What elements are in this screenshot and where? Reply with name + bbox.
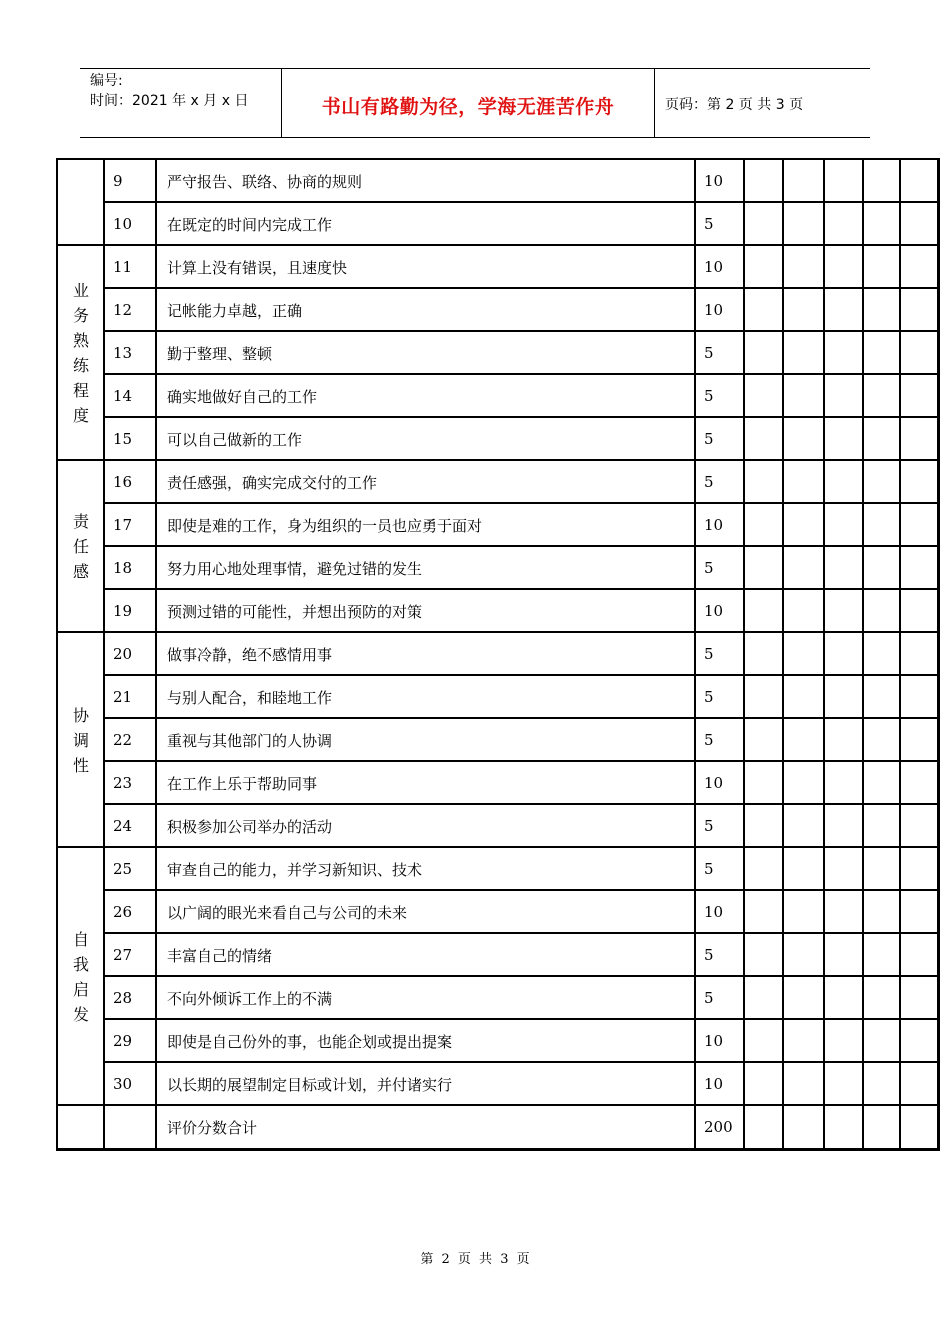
category-cell — [58, 633, 105, 848]
category-label: 责任感 — [73, 512, 90, 581]
item-max-score: 5 — [696, 977, 745, 1020]
rating-cell — [864, 676, 901, 719]
rating-cell — [745, 160, 784, 203]
item-number: 11 — [105, 246, 157, 289]
item-description: 勤于整理、整顿 — [157, 332, 696, 375]
rating-cell — [825, 805, 864, 848]
rating-cell — [901, 504, 937, 547]
rating-cell — [745, 203, 784, 246]
table-row — [58, 504, 937, 547]
rating-cell — [864, 719, 901, 762]
total-label: 评价分数合计 — [157, 1106, 696, 1148]
rating-cell — [864, 1020, 901, 1063]
rating-cell — [784, 418, 825, 461]
rating-cell — [901, 633, 937, 676]
rating-cell — [864, 504, 901, 547]
table-row — [58, 848, 937, 891]
item-number: 16 — [105, 461, 157, 504]
item-number: 13 — [105, 332, 157, 375]
item-max-score: 10 — [696, 1020, 745, 1063]
item-description: 重视与其他部门的人协调 — [157, 719, 696, 762]
item-number: 25 — [105, 848, 157, 891]
rating-cell — [901, 160, 937, 203]
rating-cell — [901, 1063, 937, 1106]
category-cell — [58, 160, 105, 246]
table-row — [58, 375, 937, 418]
table-row — [58, 160, 937, 203]
item-number: 17 — [105, 504, 157, 547]
rating-cell — [825, 719, 864, 762]
rating-cell — [864, 1063, 901, 1106]
rating-cell — [825, 547, 864, 590]
rating-cell — [825, 848, 864, 891]
rating-cell — [745, 246, 784, 289]
item-max-score: 10 — [696, 504, 745, 547]
rating-cell — [825, 418, 864, 461]
rating-cell — [825, 160, 864, 203]
item-max-score: 5 — [696, 805, 745, 848]
rating-cell — [825, 289, 864, 332]
item-number: 18 — [105, 547, 157, 590]
item-max-score: 5 — [696, 848, 745, 891]
rating-cell — [745, 719, 784, 762]
rating-cell — [901, 461, 937, 504]
item-description: 积极参加公司举办的活动 — [157, 805, 696, 848]
item-number: 29 — [105, 1020, 157, 1063]
item-max-score: 10 — [696, 762, 745, 805]
category-label: 协调性 — [73, 705, 90, 775]
rating-cell — [864, 805, 901, 848]
page-header — [80, 68, 870, 138]
rating-cell — [864, 633, 901, 676]
item-description: 计算上没有错误，且速度快 — [157, 246, 696, 289]
rating-cell — [784, 1020, 825, 1063]
rating-cell — [901, 891, 937, 934]
rating-cell — [784, 977, 825, 1020]
total-score: 200 — [696, 1106, 745, 1148]
rating-cell — [784, 332, 825, 375]
rating-cell — [901, 246, 937, 289]
rating-cell — [901, 1106, 937, 1148]
rating-cell — [825, 934, 864, 977]
table-row — [58, 590, 937, 633]
rating-cell — [784, 934, 825, 977]
rating-cell — [901, 848, 937, 891]
item-max-score: 5 — [696, 332, 745, 375]
item-description: 以长期的展望制定目标或计划，并付诸实行 — [157, 1063, 696, 1106]
item-description: 在既定的时间内完成工作 — [157, 203, 696, 246]
item-number: 26 — [105, 891, 157, 934]
header-left-block — [90, 71, 248, 111]
rating-cell — [825, 461, 864, 504]
rating-cell — [745, 1020, 784, 1063]
rating-cell — [784, 547, 825, 590]
rating-cell — [901, 418, 937, 461]
item-max-score: 10 — [696, 1063, 745, 1106]
item-description: 即使是自己份外的事，也能企划或提出提案 — [157, 1020, 696, 1063]
rating-cell — [784, 891, 825, 934]
item-number: 28 — [105, 977, 157, 1020]
rating-cell — [745, 547, 784, 590]
item-description: 丰富自己的情绪 — [157, 934, 696, 977]
item-max-score: 10 — [696, 590, 745, 633]
item-description: 预测过错的可能性，并想出预防的对策 — [157, 590, 696, 633]
rating-cell — [901, 676, 937, 719]
item-max-score: 5 — [696, 934, 745, 977]
table-row — [58, 203, 937, 246]
item-number: 9 — [105, 160, 157, 203]
item-description: 以广阔的眼光来看自己与公司的未来 — [157, 891, 696, 934]
rating-cell — [901, 332, 937, 375]
rating-cell — [784, 461, 825, 504]
item-max-score: 10 — [696, 891, 745, 934]
table-row — [58, 332, 937, 375]
rating-cell — [825, 891, 864, 934]
item-max-score: 5 — [696, 633, 745, 676]
rating-cell — [825, 762, 864, 805]
item-number: 21 — [105, 676, 157, 719]
rating-cell — [864, 891, 901, 934]
table-row — [58, 934, 937, 977]
table-row — [58, 805, 937, 848]
table-row — [58, 246, 937, 289]
rating-cell — [825, 1020, 864, 1063]
item-number: 12 — [105, 289, 157, 332]
item-number: 15 — [105, 418, 157, 461]
item-description: 在工作上乐于帮助同事 — [157, 762, 696, 805]
rating-cell — [901, 203, 937, 246]
rating-cell — [864, 289, 901, 332]
rating-cell — [784, 633, 825, 676]
rating-cell — [745, 805, 784, 848]
table-row — [58, 289, 937, 332]
item-number: 14 — [105, 375, 157, 418]
rating-cell — [784, 160, 825, 203]
rating-cell — [864, 934, 901, 977]
rating-cell — [745, 375, 784, 418]
rating-cell — [745, 418, 784, 461]
rating-cell — [745, 848, 784, 891]
rating-cell — [745, 504, 784, 547]
item-number: 30 — [105, 1063, 157, 1106]
item-max-score: 5 — [696, 676, 745, 719]
item-max-score: 10 — [696, 160, 745, 203]
total-row — [58, 1106, 937, 1148]
rating-cell — [745, 461, 784, 504]
rating-cell — [825, 1106, 864, 1148]
item-description: 责任感强，确实完成交付的工作 — [157, 461, 696, 504]
rating-cell — [825, 203, 864, 246]
item-max-score: 10 — [696, 246, 745, 289]
rating-cell — [825, 676, 864, 719]
item-max-score: 5 — [696, 461, 745, 504]
rating-cell — [784, 504, 825, 547]
item-description: 即使是难的工作，身为组织的一员也应勇于面对 — [157, 504, 696, 547]
empty-cell — [105, 1106, 157, 1148]
table-row — [58, 762, 937, 805]
header-divider — [654, 69, 655, 137]
rating-cell — [745, 891, 784, 934]
rating-cell — [864, 418, 901, 461]
table-row — [58, 633, 937, 676]
rating-cell — [901, 934, 937, 977]
rating-cell — [864, 848, 901, 891]
item-number: 23 — [105, 762, 157, 805]
item-max-score: 5 — [696, 547, 745, 590]
table-row — [58, 719, 937, 762]
rating-cell — [784, 762, 825, 805]
rating-cell — [825, 590, 864, 633]
rating-cell — [864, 332, 901, 375]
item-description: 确实地做好自己的工作 — [157, 375, 696, 418]
rating-cell — [745, 633, 784, 676]
rating-cell — [784, 1106, 825, 1148]
rating-cell — [901, 1020, 937, 1063]
category-label: 自我启发 — [73, 929, 90, 1024]
table-row — [58, 1063, 937, 1106]
item-number: 22 — [105, 719, 157, 762]
rating-cell — [745, 1063, 784, 1106]
item-number: 24 — [105, 805, 157, 848]
rating-cell — [901, 805, 937, 848]
rating-cell — [745, 590, 784, 633]
rating-cell — [784, 805, 825, 848]
rating-cell — [864, 590, 901, 633]
table-row — [58, 977, 937, 1020]
item-max-score: 5 — [696, 719, 745, 762]
item-description: 不向外倾诉工作上的不满 — [157, 977, 696, 1020]
rating-cell — [825, 246, 864, 289]
empty-cell — [58, 1106, 105, 1148]
rating-cell — [825, 504, 864, 547]
rating-cell — [784, 375, 825, 418]
rating-cell — [864, 375, 901, 418]
rating-cell — [745, 332, 784, 375]
category-label: 业务熟练程度 — [73, 281, 90, 425]
rating-cell — [864, 246, 901, 289]
header-page-info: 页码：第 2 页 共 3 页 — [665, 97, 804, 113]
rating-cell — [745, 1106, 784, 1148]
category-cell — [58, 848, 105, 1106]
rating-cell — [784, 848, 825, 891]
page-footer: 第 2 页 共 3 页 — [420, 1252, 530, 1267]
rating-cell — [784, 1063, 825, 1106]
rating-cell — [901, 719, 937, 762]
rating-cell — [745, 762, 784, 805]
item-description: 审查自己的能力，并学习新知识、技术 — [157, 848, 696, 891]
rating-cell — [901, 762, 937, 805]
item-description: 严守报告、联络、协商的规则 — [157, 160, 696, 203]
table-row — [58, 891, 937, 934]
item-max-score: 5 — [696, 418, 745, 461]
item-max-score: 5 — [696, 203, 745, 246]
rating-cell — [864, 977, 901, 1020]
rating-cell — [784, 676, 825, 719]
rating-cell — [784, 719, 825, 762]
item-number: 20 — [105, 633, 157, 676]
rating-cell — [864, 160, 901, 203]
category-cell — [58, 461, 105, 633]
evaluation-table — [56, 158, 940, 1151]
table-row — [58, 547, 937, 590]
rating-cell — [784, 289, 825, 332]
rating-cell — [825, 375, 864, 418]
rating-cell — [901, 590, 937, 633]
rating-cell — [825, 1063, 864, 1106]
rating-cell — [825, 633, 864, 676]
item-number: 10 — [105, 203, 157, 246]
rating-cell — [745, 289, 784, 332]
rating-cell — [745, 977, 784, 1020]
table-row — [58, 1020, 937, 1063]
rating-cell — [864, 762, 901, 805]
time-label: 时间：2021 年 x 月 x 日 — [90, 93, 249, 109]
header-motto: 书山有路勤为径，学海无涯苦作舟 — [321, 96, 615, 118]
rating-cell — [864, 461, 901, 504]
rating-cell — [901, 547, 937, 590]
rating-cell — [864, 547, 901, 590]
rating-cell — [784, 203, 825, 246]
rating-cell — [784, 590, 825, 633]
item-description: 做事冷静，绝不感情用事 — [157, 633, 696, 676]
table-row — [58, 676, 937, 719]
rating-cell — [784, 246, 825, 289]
rating-cell — [745, 934, 784, 977]
item-number: 27 — [105, 934, 157, 977]
code-label: 编号: — [90, 73, 123, 89]
rating-cell — [864, 1106, 901, 1148]
rating-cell — [901, 977, 937, 1020]
table-row — [58, 461, 937, 504]
rating-cell — [825, 977, 864, 1020]
item-number: 19 — [105, 590, 157, 633]
table-row — [58, 418, 937, 461]
item-description: 与别人配合，和睦地工作 — [157, 676, 696, 719]
item-description: 努力用心地处理事情，避免过错的发生 — [157, 547, 696, 590]
item-max-score: 5 — [696, 375, 745, 418]
item-description: 可以自己做新的工作 — [157, 418, 696, 461]
rating-cell — [745, 676, 784, 719]
item-max-score: 10 — [696, 289, 745, 332]
rating-cell — [901, 289, 937, 332]
rating-cell — [864, 203, 901, 246]
item-description: 记帐能力卓越，正确 — [157, 289, 696, 332]
rating-cell — [825, 332, 864, 375]
rating-cell — [901, 375, 937, 418]
category-cell — [58, 246, 105, 461]
